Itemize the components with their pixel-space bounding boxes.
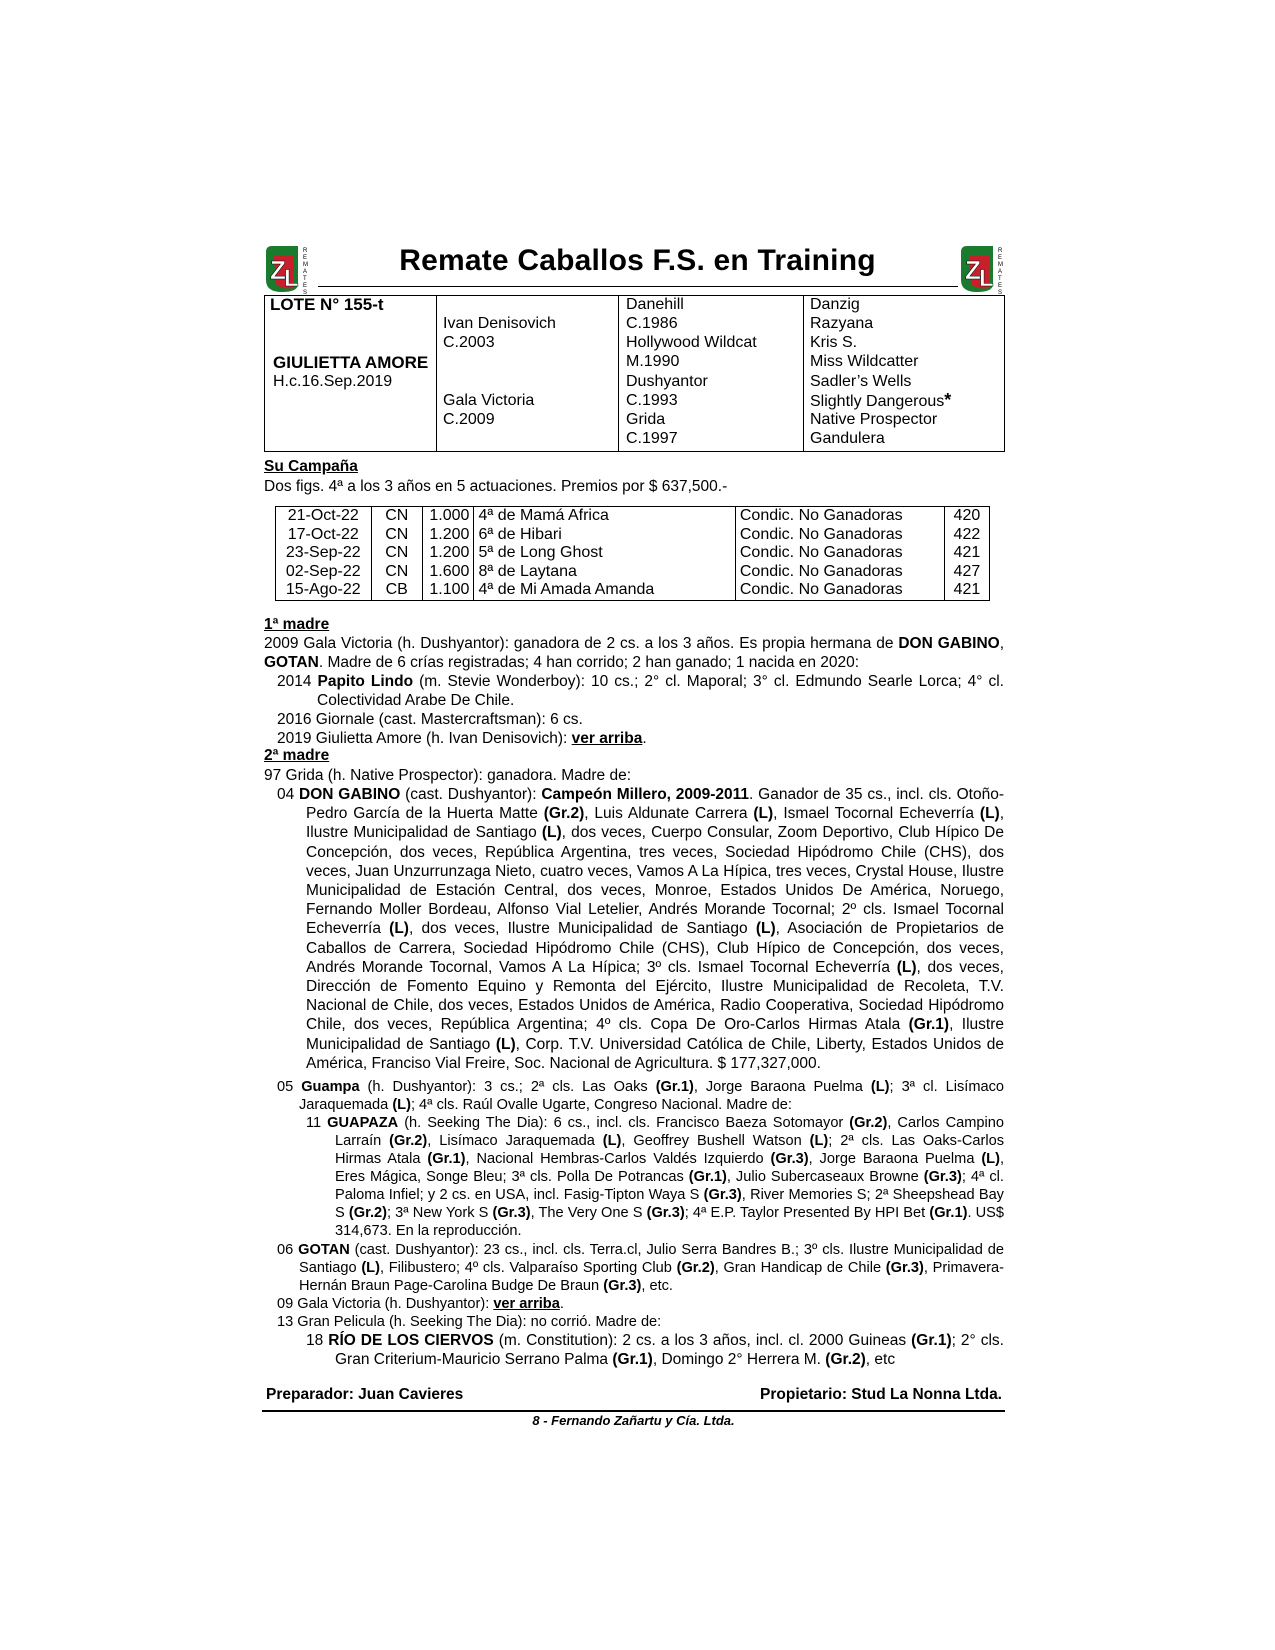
race-row xyxy=(276,563,990,582)
race-track: CB xyxy=(371,581,422,600)
second-dam-title: 2ª madre xyxy=(264,747,330,764)
svg-text:E: E xyxy=(998,255,1003,261)
great-grandparent-name: Slightly Dangerous xyxy=(810,393,945,410)
race-condition: Condic. No Ganadoras xyxy=(735,563,944,582)
race-track: CN xyxy=(371,526,422,545)
svg-text:T: T xyxy=(998,276,1002,282)
produce-entry-gala: 09 Gala Victoria (h. Dushyantor): ver arriba. xyxy=(277,1296,564,1312)
race-number: 421 xyxy=(953,544,981,561)
race-date: 23-Sep-22 xyxy=(276,544,372,563)
zl-remates-logo-right xyxy=(957,244,1009,294)
produce-entry: 2014 Papito Lindo (m. Stevie Wonderboy): 10 cs.; 2° cl. Maporal; 3° cl. Edmundo Searle Lorca; 4° cl. Colectividad Arabe De Chile. xyxy=(277,673,1004,710)
pedigree-box xyxy=(264,295,1005,452)
race-result: 5ª de Long Ghost xyxy=(474,544,735,563)
great-grandparent: Native Prospector xyxy=(810,411,938,428)
svg-text:Z: Z xyxy=(270,255,286,285)
page-footer: 8 - Fernando Zañartu y Cía. Ltda. xyxy=(532,1413,735,1428)
footer-rule xyxy=(262,1410,1005,1412)
race-track: CN xyxy=(371,563,422,582)
first-dam-title: 1ª madre xyxy=(264,616,330,633)
second-dam-intro: 97 Grida (h. Native Prospector): ganadora. Madre de: xyxy=(264,767,632,784)
race-row xyxy=(276,544,990,563)
great-grandparent: Kris S. xyxy=(810,334,858,351)
pedigree-divider xyxy=(803,296,804,451)
svg-text:M: M xyxy=(303,262,308,268)
great-grandparent: Miss Wildcatter xyxy=(810,353,919,370)
race-row xyxy=(276,507,990,526)
zl-remates-logo-left xyxy=(262,244,314,294)
race-table xyxy=(275,506,990,601)
pedigree-divider xyxy=(618,296,619,451)
svg-text:E: E xyxy=(303,255,308,261)
grandparent: Hollywood Wildcat xyxy=(626,334,757,351)
race-number: 420 xyxy=(953,507,981,524)
race-distance: 1.200 xyxy=(422,544,473,563)
race-distance: 1.200 xyxy=(422,526,473,545)
great-grandparent: Sadler’s Wells xyxy=(810,373,912,390)
owner: Propietario: Stud La Nonna Ltda. xyxy=(760,1386,1002,1403)
race-number: 427 xyxy=(953,562,981,580)
title-underline xyxy=(318,286,958,287)
race-distance: 1.600 xyxy=(422,563,473,582)
horse-name: GIULIETTA AMORE xyxy=(273,353,429,372)
grandparent: Dushyantor xyxy=(626,373,708,390)
grandparent: Danehill xyxy=(626,296,684,313)
svg-text:L: L xyxy=(284,265,299,292)
race-condition: Condic. No Ganadoras xyxy=(735,581,944,600)
sire-name: Ivan Denisovich xyxy=(443,315,556,332)
svg-text:R: R xyxy=(998,248,1003,254)
great-grandparent: Danzig xyxy=(810,296,860,313)
race-result: 4ª de Mi Amada Amanda xyxy=(474,581,735,600)
race-number: 421 xyxy=(953,581,981,598)
grandparent-year: M.1990 xyxy=(626,353,680,370)
campaign-title: Su Campaña xyxy=(264,458,358,475)
svg-text:T: T xyxy=(303,276,307,282)
svg-text:S: S xyxy=(303,290,308,294)
svg-text:E: E xyxy=(998,283,1003,289)
race-distance: 1.100 xyxy=(422,581,473,600)
race-condition: Condic. No Ganadoras xyxy=(735,526,944,545)
race-row xyxy=(276,581,990,600)
produce-entry-rio: 18 RÍO DE LOS CIERVOS (m. Constitution): 2 cs. a los 3 años, incl. cl. 2000 Guineas (Gr.1); 2° cls. Gran Criterium-Mauricio Serrano Palma (Gr.1), Domingo 2° Herrera M. (Gr.2), etc xyxy=(306,1332,1004,1369)
race-track: CN xyxy=(371,507,422,526)
produce-entry: 2016 Giornale (cast. Mastercraftsman): 6 cs. xyxy=(277,711,583,728)
race-track: CN xyxy=(371,544,422,563)
race-date: 21-Oct-22 xyxy=(276,507,372,526)
lote-number: LOTE N° 155-t xyxy=(270,295,384,314)
great-grandparent: Gandulera xyxy=(810,430,885,447)
grandparent-year: C.1993 xyxy=(626,392,678,409)
import-asterisk: * xyxy=(944,390,952,410)
produce-entry-gran-pelicula: 13 Gran Pelicula (h. Seeking The Dia): no corrió. Madre de: xyxy=(277,1314,662,1330)
produce-entry: 2019 Giulietta Amore (h. Ivan Denisovich): ver arriba. xyxy=(277,730,647,747)
sire-year: C.2003 xyxy=(443,334,495,351)
svg-text:Z: Z xyxy=(965,255,981,285)
svg-text:L: L xyxy=(979,265,994,292)
produce-entry-guapaza: 11 GUAPAZA (h. Seeking The Dia): 6 cs., incl. cls. Francisco Baeza Sotomayor (Gr.2), Carlos Campino Larraín (Gr.2), Lisímaco Jaraquemada (L), Geoffrey Bushell Watson (L); 2ª cls. Las Oaks-Carlos Hirmas Atala (Gr.1), Nacional Hembras-Carlos Valdés Izquierdo (Gr.3), Jorge Baraona Puelma (L), Eres Mágica, Songe Bleu; 3ª cls. Polla De Potrancas (Gr.1), Julio Subercaseaux Browne (Gr.3); 4ª cl. Paloma Infiel; y 2 cs. en USA, incl. Fasig-Tipton Waya S (Gr.3), River Memories S; 2ª Sheepshead Bay S (Gr.2); 3ª New York S (Gr.3), The Very One S (Gr.3); 4ª E.P. Taylor Presented By HPI Bet (Gr.1). US$ 314,673. En la reproducción. xyxy=(306,1115,1005,1239)
svg-text:A: A xyxy=(303,269,308,275)
pedigree-divider xyxy=(436,296,437,451)
grandparent-year: C.1997 xyxy=(626,430,678,447)
race-result: 6ª de Hibari xyxy=(474,526,735,545)
dam-year: C.2009 xyxy=(443,411,495,428)
produce-entry-gotan: 06 GOTAN (cast. Dushyantor): 23 cs., incl. cls. Terra.cl, Julio Serra Bandres B.; 3º cls. Ilustre Municipalidad de Santiago (L), Filibustero; 4º cls. Valparaíso Sporting Club (Gr.2), Gran Handicap de Chile (Gr.3), Primavera-Hernán Braun Page-Carolina Budge De Braun (Gr.3), etc. xyxy=(277,1242,1005,1294)
svg-text:R: R xyxy=(303,248,308,254)
great-grandparent: Razyana xyxy=(810,315,874,332)
trainer: Preparador: Juan Cavieres xyxy=(266,1386,464,1403)
race-condition: Condic. No Ganadoras xyxy=(735,544,944,563)
dam-name: Gala Victoria xyxy=(443,392,535,409)
race-distance: 1.000 xyxy=(422,507,473,526)
grandparent-year: C.1986 xyxy=(626,315,678,332)
svg-text:M: M xyxy=(998,262,1003,268)
race-result: 4ª de Mamá Africa xyxy=(474,507,735,526)
horse-info: H.c.16.Sep.2019 xyxy=(273,373,393,390)
race-date: 02-Sep-22 xyxy=(276,563,372,582)
produce-entry-don-gabino: 04 DON GABINO (cast. Dushyantor): Campeón Millero, 2009-2011. Ganador de 35 cs., incl. cls. Otoño-Pedro García de la Huerta Matte (Gr.2), Luis Aldunate Carrera (L), Ismael Tocornal Echeverría (L), Ilustre Municipalidad de Santiago (L), dos veces, Cuerpo Consular, Zoom Deportivo, Club Hípico De Concepción, dos veces, República Argentina, tres veces, Sociedad Hipódromo Chile (CHS), dos veces, Juan Unzurrunzaga Nieto, cuatro veces, Vamos A La Hípica, tres veces, Crystal House, Ilustre Municipalidad de Estación Central, dos veces, Monroe, Estados Unidos De América, Noruego, Fernando Moller Bordeau, Alfonso Vial Letelier, Andrés Morande Tocornal; 2º cls. Ismael Tocornal Echeverría (L), dos veces, Ilustre Municipalidad de Santiago (L), Asociación de Propietarios de Caballos de Carrera, Sociedad Hipódromo Chile (CHS), Club Hípico de Concepción, dos veces, Andrés Morande Tocornal, Vamos A La Hípica; 3º cls. Ismael Tocornal Echeverría (L), dos veces, Dirección de Fomento Equino y Remonta del Ejército, Ilustre Municipalidad de Recoleta, T.V. Nacional de Chile, dos veces, Estados Unidos de América, Radio Cooperativa, Sociedad Hipódromo Chile, dos veces, República Argentina; 4º cls. Copa De Oro-Carlos Hirmas Atala (Gr.1), Ilustre Municipalidad de Santiago (L), Corp. T.V. Universidad Católica de Chile, Liberty, Estados Unidos de América, Franciso Vial Freire, Soc. Nacional de Agricultura. $ 177,327,000. xyxy=(277,786,1005,1072)
svg-text:A: A xyxy=(998,269,1003,275)
campaign-summary: Dos figs. 4ª a los 3 años en 5 actuaciones. Premios por $ 637,500.- xyxy=(264,478,728,495)
page-title: Remate Caballos F.S. en Training xyxy=(399,244,876,277)
great-grandparent xyxy=(810,391,951,411)
svg-text:E: E xyxy=(303,283,308,289)
produce-entry-guampa: 05 Guampa (h. Dushyantor): 3 cs.; 2ª cls. Las Oaks (Gr.1), Jorge Baraona Puelma (L); 3ª cl. Lisímaco Jaraquemada (L); 4ª cls. Raúl Ovalle Ugarte, Congreso Nacional. Madre de: xyxy=(277,1079,1005,1113)
race-condition: Condic. No Ganadoras xyxy=(735,507,944,526)
grandparent: Grida xyxy=(626,411,666,428)
race-result: 8ª de Laytana xyxy=(474,563,735,582)
svg-text:S: S xyxy=(998,290,1003,294)
race-date: 17-Oct-22 xyxy=(276,526,372,545)
race-row xyxy=(276,526,990,545)
first-dam-intro: 2009 Gala Victoria (h. Dushyantor): ganadora de 2 cs. a los 3 años. Es propia hermana de DON GABINO, GOTAN. Madre de 6 crías registradas; 4 han corrido; 2 han ganado; 1 nacida en 2020: xyxy=(264,635,1005,672)
race-date: 15-Ago-22 xyxy=(276,581,372,600)
race-number: 422 xyxy=(953,525,981,543)
